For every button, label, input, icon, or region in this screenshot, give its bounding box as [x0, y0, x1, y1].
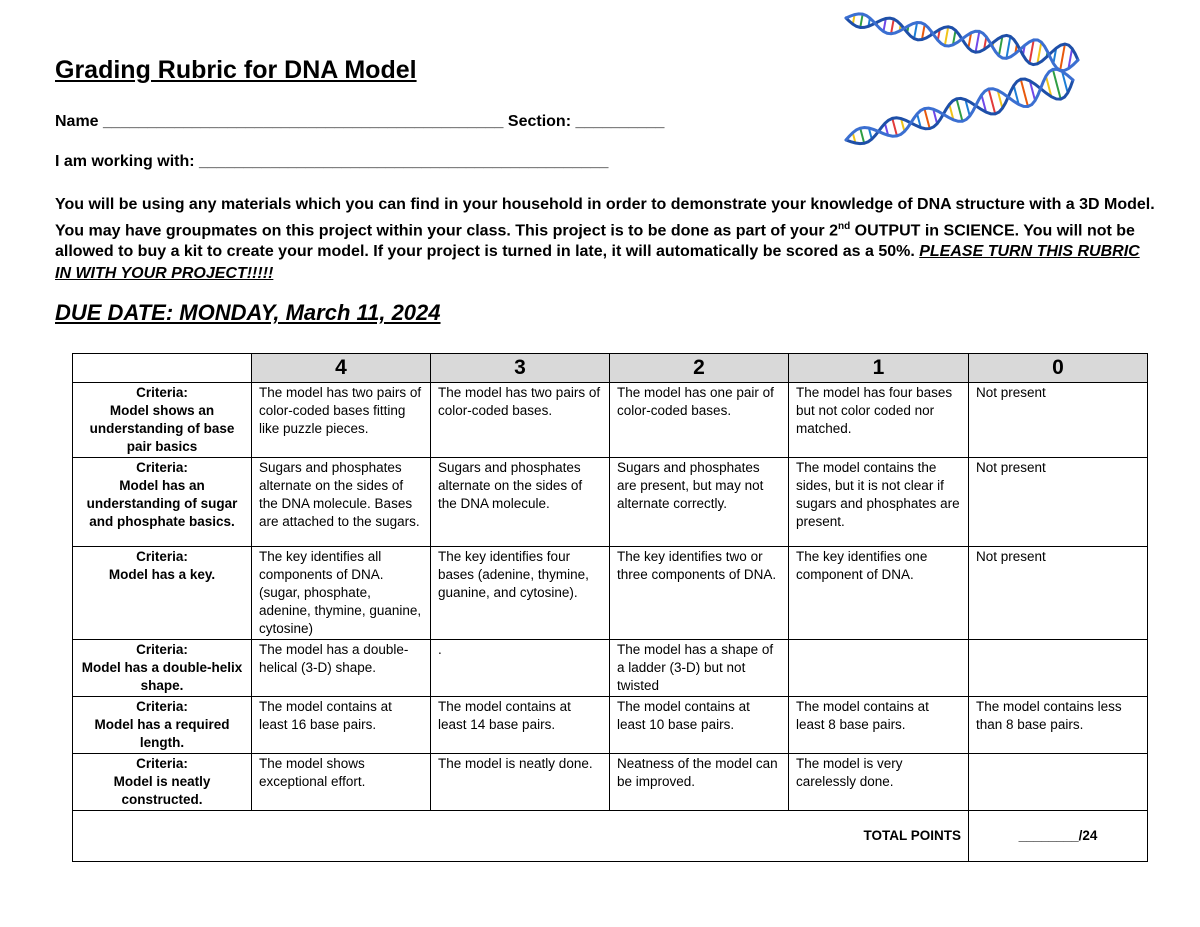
page-title: Grading Rubric for DNA Model [55, 56, 417, 84]
base-pair-rung [945, 27, 948, 46]
total-row [73, 811, 1148, 862]
total-points-value: ________/24 [969, 811, 1148, 862]
rubric-cell: The model has four bases but not color coded nor matched. [789, 383, 969, 458]
criteria-label: Criteria: [136, 756, 188, 771]
dna-helix-upper [846, 14, 1078, 71]
ordinal-suffix: nd [837, 220, 851, 232]
rubric-cell: The model contains at least 16 base pairs. [252, 697, 431, 754]
base-pair-rung [914, 23, 917, 39]
criteria-text: Model has a required length. [94, 717, 230, 750]
criteria-text: Model has a double-helix shape. [81, 660, 243, 693]
rubric-cell: The model contains less than 8 base pairs. [969, 697, 1148, 754]
rubric-cell [969, 754, 1148, 811]
rubric-row-double-helix [73, 640, 1148, 697]
base-pair-rung [891, 19, 894, 34]
criteria-text: Model has an understanding of sugar and phosphate basics. [86, 478, 238, 529]
rubric-row-key [73, 547, 1148, 640]
name-section-line: Name _____________________________________________ Section: __________ [55, 113, 665, 130]
dna-helix-lower [846, 69, 1073, 143]
rubric-cell: The model is neatly done. [431, 754, 610, 811]
rubric-cell: Not present [969, 458, 1148, 547]
rubric-cell: The model has two pairs of color-coded bases. [431, 383, 610, 458]
criteria-label: Criteria: [136, 699, 188, 714]
rubric-cell: . [431, 640, 610, 697]
criteria-text: Model has a key. [108, 567, 216, 582]
rubric-cell [969, 640, 1148, 697]
base-pair-rung [989, 89, 996, 114]
rubric-row-sugar-phosphate [73, 458, 1148, 547]
rubric-row-neatness [73, 754, 1148, 811]
rubric-cell: The key identifies all components of DNA. (sugar, phosphate, adenine, thymine, guanine, cytosine) [252, 547, 431, 640]
rubric-row-length [73, 697, 1148, 754]
rubric-row-base-pairs [73, 383, 1148, 458]
criteria-text: Model shows an understanding of base pair basics [89, 403, 235, 454]
base-pair-rung [860, 14, 862, 27]
base-pair-rung [924, 109, 929, 129]
criteria-cell [73, 640, 252, 697]
rubric-cell: Not present [969, 383, 1148, 458]
instructions-text-1: You will be using any materials which you can find in your household in order to demonstrate your knowledge of DNA structure with a 3D Model. You may have groupmates on this project within your class. This project is to be done as part of your 2 [55, 196, 1155, 239]
criteria-cell [73, 697, 252, 754]
rubric-cell: Neatness of the model can be improved. [610, 754, 789, 811]
score-header-1: 1 [789, 354, 969, 383]
rubric-cell: Not present [969, 547, 1148, 640]
rubric-cell: The model shows exceptional effort. [252, 754, 431, 811]
score-header-0: 0 [969, 354, 1148, 383]
rubric-cell: Sugars and phosphates are present, but may not alternate correctly. [610, 458, 789, 547]
base-pair-rung [860, 128, 864, 143]
rubric-cell [789, 640, 969, 697]
rubric-cell: The model is very carelessly done. [789, 754, 969, 811]
rubric-cell: The key identifies two or three components of DNA. [610, 547, 789, 640]
due-date: DUE DATE: MONDAY, March 11, 2024 [55, 300, 441, 325]
header-blank-cell [73, 354, 252, 383]
instructions-paragraph [55, 194, 1155, 284]
dna-helix-image [838, 10, 1088, 175]
criteria-cell [73, 547, 252, 640]
score-header-2: 2 [610, 354, 789, 383]
backbone-strand [846, 14, 1078, 71]
base-pair-rung [1006, 36, 1010, 58]
criteria-text: Model is neatly constructed. [113, 774, 211, 807]
criteria-label: Criteria: [136, 460, 188, 475]
base-pair-rung [1029, 40, 1033, 63]
total-points-label: TOTAL POINTS [73, 811, 969, 862]
backbone-strand [846, 18, 1078, 65]
instructions-text-2: OUTPUT in SCIENCE. You will not be allowed to buy a kit to create your model. If your project is turned in late, it will automatically be scored as a 50%. [55, 221, 1135, 261]
base-pair-rung [1060, 44, 1065, 70]
score-header-3: 3 [431, 354, 610, 383]
rubric-cell: The model contains at least 8 base pairs. [789, 697, 969, 754]
base-pair-rung [957, 99, 963, 121]
rubric-cell: Sugars and phosphates alternate on the sides of the DNA molecule. Bases are attached to the sugars. [252, 458, 431, 547]
criteria-cell [73, 754, 252, 811]
criteria-cell [73, 383, 252, 458]
rubric-cell: The model has a shape of a ladder (3-D) but not twisted [610, 640, 789, 697]
criteria-label: Criteria: [136, 385, 188, 400]
rubric-cell: The model contains at least 14 base pairs. [431, 697, 610, 754]
rubric-cell: The key identifies four bases (adenine, thymine, guanine, and cytosine). [431, 547, 610, 640]
rubric-cell: The key identifies one component of DNA. [789, 547, 969, 640]
base-pair-rung [1021, 79, 1028, 106]
criteria-label: Criteria: [136, 549, 188, 564]
working-with-line: I am working with: ______________________________________________ [55, 153, 609, 170]
rubric-cell: The model has two pairs of color-coded bases fitting like puzzle pieces. [252, 383, 431, 458]
base-pair-rung [976, 31, 980, 52]
base-pair-rung [892, 118, 897, 136]
score-header-4: 4 [252, 354, 431, 383]
criteria-cell [73, 458, 252, 547]
rubric-cell: The model has one pair of color-coded bases. [610, 383, 789, 458]
rubric-cell: The model contains at least 10 base pairs. [610, 697, 789, 754]
base-pair-rung [1053, 69, 1061, 99]
rubric-cell: The model has a double-helical (3-D) shape. [252, 640, 431, 697]
rubric-cell: The model contains the sides, but it is not clear if sugars and phosphates are present. [789, 458, 969, 547]
turn-in-notice: PLEASE TURN THIS RUBRIC IN WITH YOUR PROJECT!!!!! [55, 243, 1140, 282]
score-header-row [73, 354, 1148, 383]
rubric-cell: Sugars and phosphates alternate on the sides of the DNA molecule. [431, 458, 610, 547]
rubric-table [72, 353, 1148, 862]
criteria-label: Criteria: [136, 642, 188, 657]
